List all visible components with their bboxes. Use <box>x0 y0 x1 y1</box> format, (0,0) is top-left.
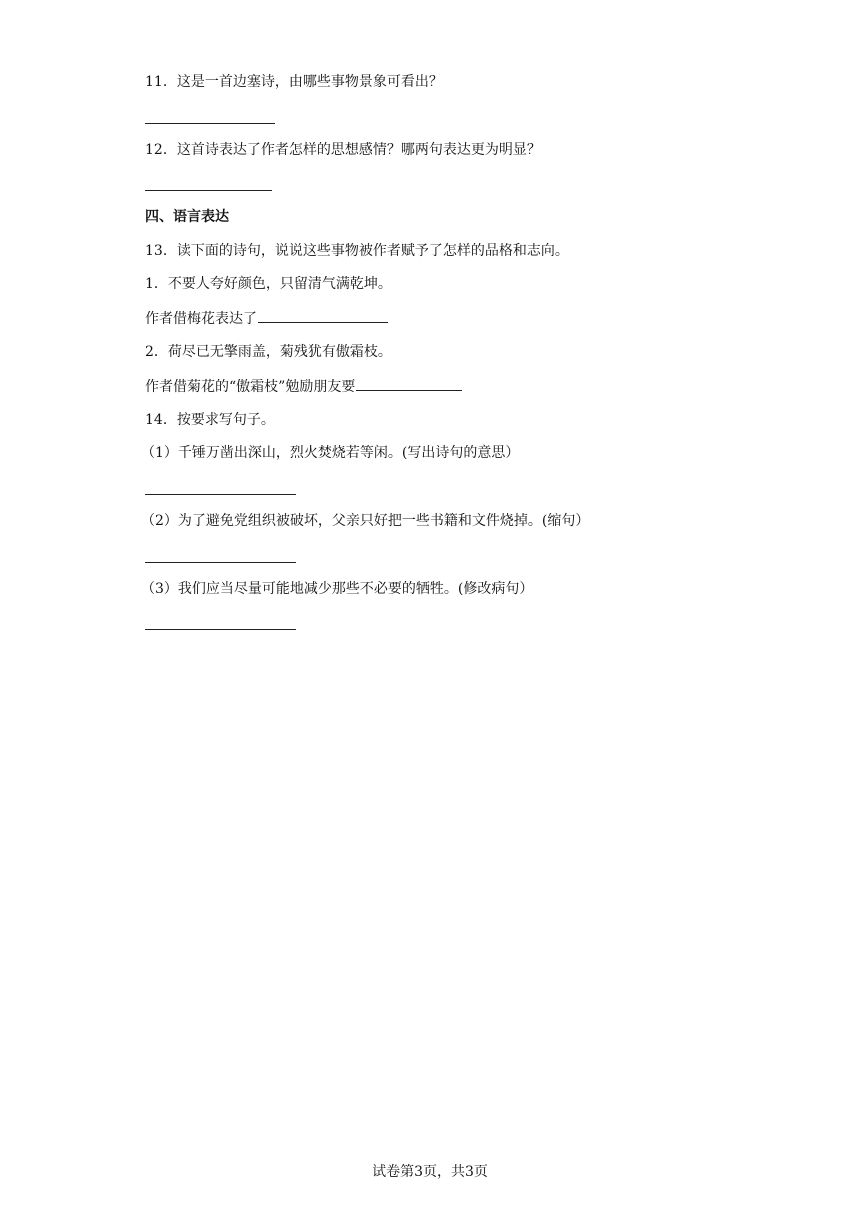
answer-blank-14-1[interactable] <box>145 494 296 495</box>
question-13-item-2: 2．荷尽已无擎雨盖，菊残犹有傲霜枝。 <box>145 344 392 360</box>
answer-blank-14-3[interactable] <box>145 629 296 630</box>
question-13-item-1: 1．不要人夸好颜色，只留清气满乾坤。 <box>145 276 392 292</box>
question-13-item-2-prompt-text: 作者借菊花的“傲霜枝”勉励朋友要 <box>145 379 356 395</box>
question-13-item-1-prompt-text: 作者借梅花表达了 <box>145 311 257 327</box>
answer-blank-13-2[interactable] <box>356 376 462 391</box>
question-13: 13．读下面的诗句，说说这些事物被作者赋予了怎样的品格和志向。 <box>145 243 569 259</box>
question-14-item-2: （2）为了避免党组织被破坏，父亲只好把一些书籍和文件烧掉。(缩句） <box>141 513 590 529</box>
question-11: 11．这是一首边塞诗，由哪些事物景象可看出？ <box>145 74 443 90</box>
answer-blank-13-1[interactable] <box>258 308 388 323</box>
question-14-item-1: （1）千锤万凿出深山，烈火焚烧若等闲。(写出诗句的意思） <box>141 445 520 461</box>
question-14: 14．按要求写句子。 <box>145 412 275 428</box>
question-13-item-1-prompt <box>145 308 388 329</box>
section-heading-language-expression: 四、语言表达 <box>145 209 229 225</box>
question-13-item-2-prompt <box>145 376 462 397</box>
page-footer: 试卷第3页，共3页 <box>372 1164 488 1180</box>
question-12: 12．这首诗表达了作者怎样的思想感情？哪两句表达更为明显？ <box>145 142 541 158</box>
answer-blank-12[interactable] <box>145 190 272 191</box>
answer-blank-14-2[interactable] <box>145 562 296 563</box>
answer-blank-11[interactable] <box>145 123 275 124</box>
question-14-item-3: （3）我们应当尽量可能地减少那些不必要的牺牲。(修改病句） <box>141 581 534 597</box>
